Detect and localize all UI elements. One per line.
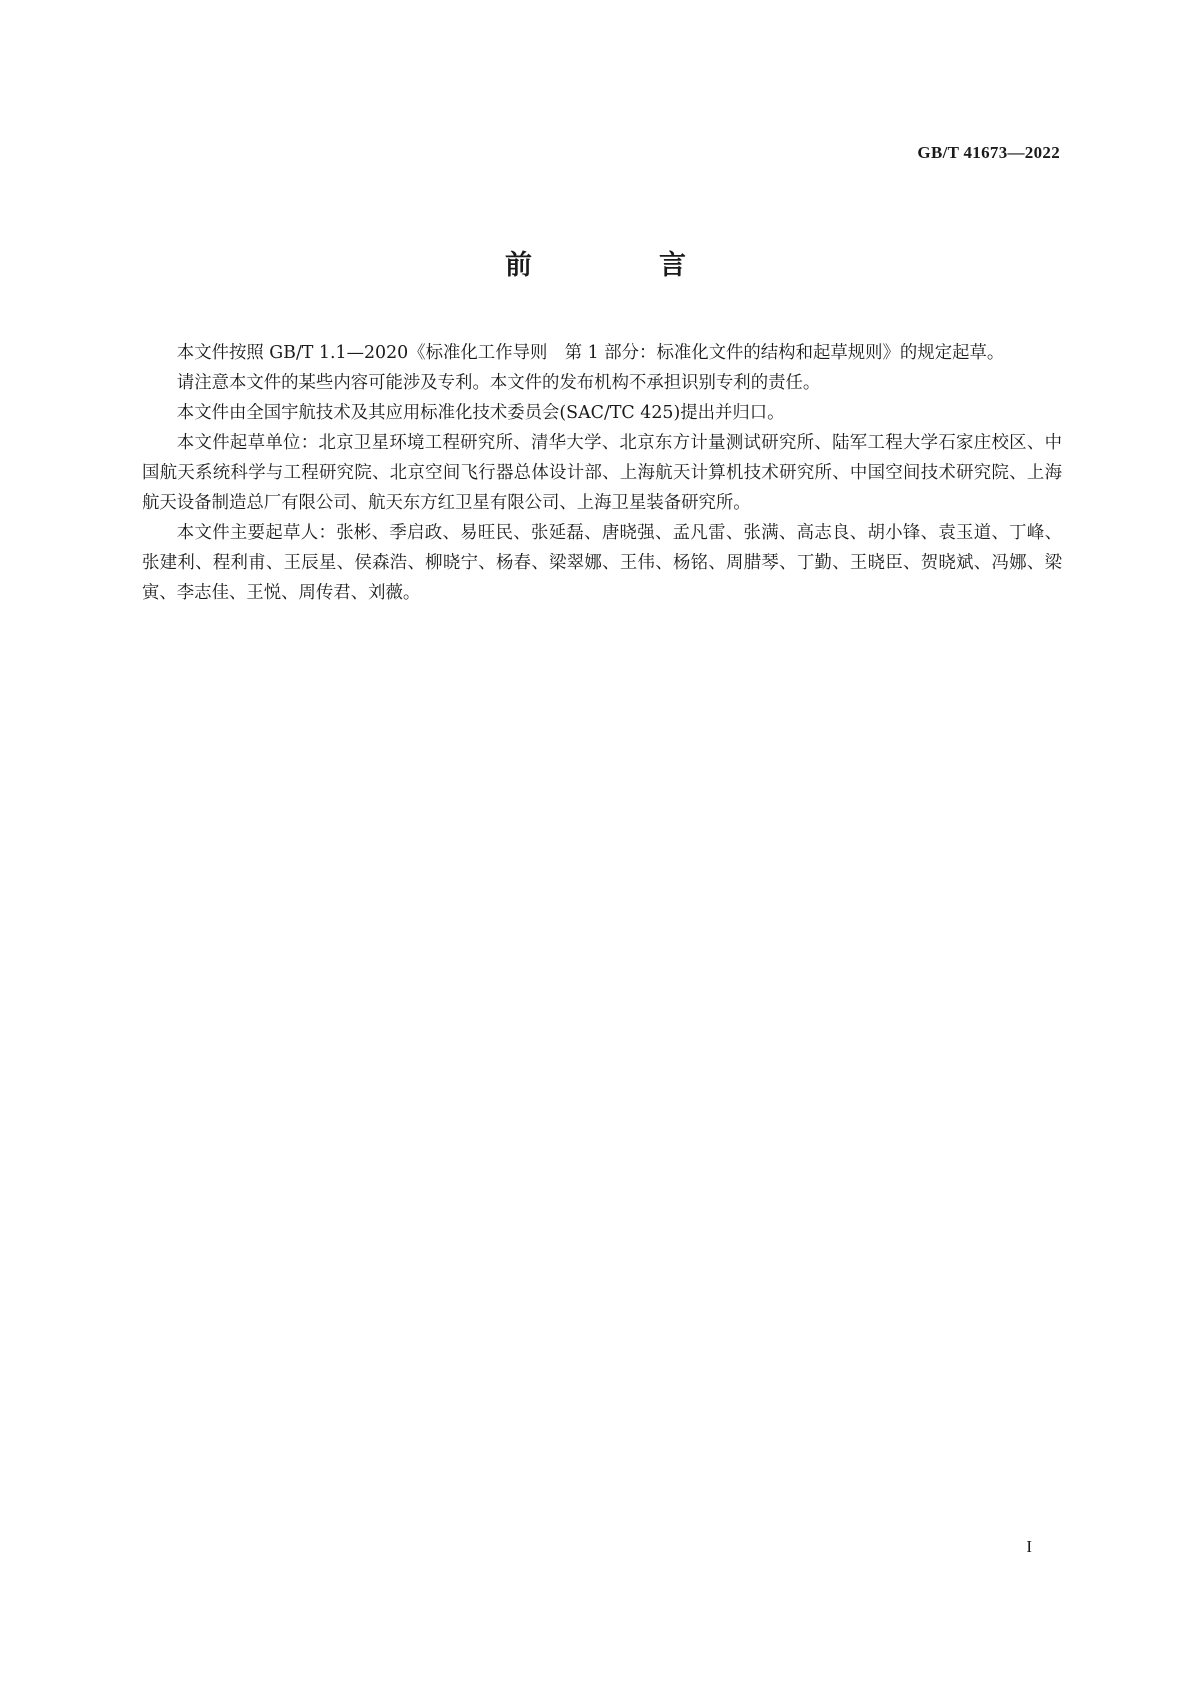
paragraph-drafting-rules: 本文件按照 GB/T 1.1—2020《标准化工作导则 第 1 部分：标准化文件的结构和起草规则》的规定起草。 <box>176 343 1005 363</box>
page-number: I <box>1026 1537 1032 1556</box>
paragraph-proposer: 本文件由全国宇航技术及其应用标准化技术委员会(SAC/TC 425)提出并归口。 <box>176 403 785 423</box>
foreword-body <box>142 338 1062 608</box>
document-code: GB/T 41673—2022 <box>917 143 1060 162</box>
paragraph-drafting-organizations: 本文件起草单位：北京卫星环境工程研究所、清华大学、北京东方计量测试研究所、陆军工程大学石家庄校区、中国航天系统科学与工程研究院、北京空间飞行器总体设计部、上海航天计算机技术研究所、中国空间技术研究院、上海航天设备制造总厂有限公司、航天东方红卫星有限公司、上海卫星装备研究所。 <box>142 433 1062 513</box>
paragraph-drafters: 本文件主要起草人：张彬、季启政、易旺民、张延磊、唐晓强、孟凡雷、张满、高志良、胡小锋、袁玉道、丁峰、张建利、程利甫、王辰星、侯森浩、柳晓宁、杨春、梁翠娜、王伟、杨铭、周腊琴、丁勤、王晓臣、贺晓斌、冯娜、梁寅、李志佳、王悦、周传君、刘薇。 <box>142 523 1062 603</box>
paragraph-patent-notice: 请注意本文件的某些内容可能涉及专利。本文件的发布机构不承担识别专利的责任。 <box>176 373 821 393</box>
page-title: 前 言 <box>505 250 736 281</box>
